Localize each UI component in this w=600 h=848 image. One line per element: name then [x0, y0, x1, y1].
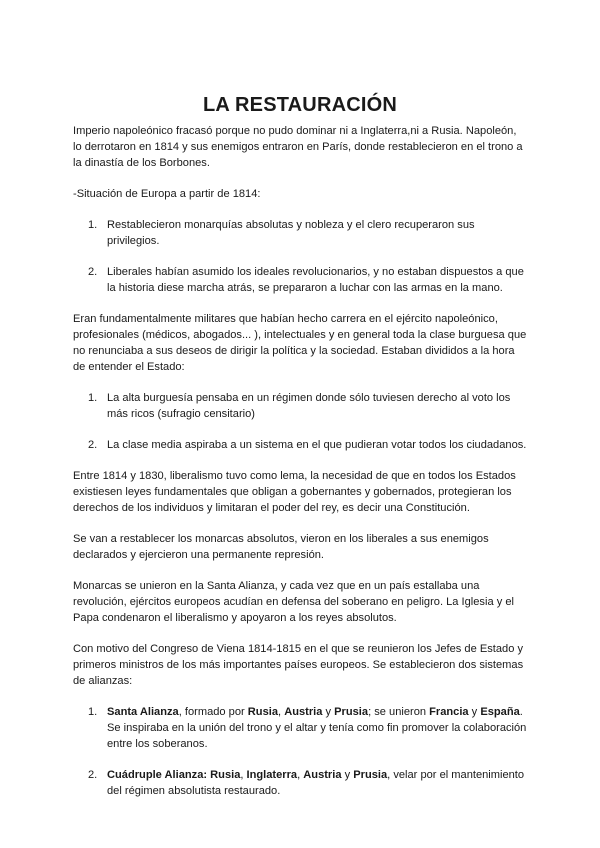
liberals-list: [73, 390, 527, 453]
text-run: , formado por: [178, 706, 248, 718]
alliance-name: Santa Alianza: [107, 706, 179, 718]
list-number: 1.: [88, 706, 98, 718]
country-name: Austria: [284, 706, 323, 718]
list-item: [73, 217, 527, 249]
text-run: ; se unieron: [368, 706, 430, 718]
viena-paragraph: Con motivo del Congreso de Viena 1814-1815 en el que se reunieron los Jefes de Estado y primeros ministros de los más importantes países europeos. Se establecieron dos sistemas de alianzas:: [73, 643, 524, 687]
country-name: Prusia: [334, 706, 369, 718]
list-number: 1.: [88, 219, 98, 231]
intro-paragraph: Imperio napoleónico fracasó porque no pudo dominar ni a Inglaterra,ni a Rusia. Napoleón, lo derrotaron en 1814 y sus enemigos entraron en París, donde restablecieron en el trono a la dinastía de los Borbones.: [73, 125, 523, 169]
text-run: ,: [278, 706, 285, 718]
list-number: 1.: [88, 392, 98, 404]
liberalism-paragraph: Entre 1814 y 1830, liberalismo tuvo como lema, la necesidad de que en todos los Estados existiesen leyes fundamentales que obligan a gobernantes y gobernados, protegieran los derechos de los individuos y limitaran el poder del rey, es decir una Constitución.: [73, 470, 516, 514]
text-run: y: [341, 769, 354, 781]
list-item-text: Liberales habían asumido los ideales revolucionarios, y no estaban dispuestos a que la historia diese marcha atrás, se prepararon a luchar con las armas en la mano.: [107, 266, 524, 294]
liberals-paragraph: Eran fundamentalmente militares que habían hecho carrera en el ejército napoleónico, profesionales (médicos, abogados... ), intelectuales y en general toda la clase burguesa que no renunciaba a sus deseos de dirigir la política y la sociedad. Estaban divididos a la hora de entender el Estado:: [73, 313, 527, 373]
text-run: ,: [297, 769, 304, 781]
list-number: 2.: [88, 266, 98, 278]
country-name: Prusia: [353, 769, 388, 781]
alliance-name: Cuádruple Alianza:: [107, 769, 211, 781]
text-run: y: [468, 706, 481, 718]
list-item: [73, 390, 527, 422]
text-run: y: [322, 706, 335, 718]
list-item-text: La clase media aspiraba a un sistema en el que pudieran votar todos los ciudadanos.: [107, 439, 527, 451]
list-item: [73, 437, 527, 453]
list-item-text: La alta burguesía pensaba en un régimen donde sólo tuviesen derecho al voto los más ricos (sufragio censitario): [107, 392, 511, 420]
list-number: 2.: [88, 769, 98, 781]
situation-list: [73, 217, 527, 296]
absolutism-paragraph: Se van a restablecer los monarcas absolutos, vieron en los liberales a sus enemigos declarados y ejercieron una permanente represión.: [73, 533, 489, 561]
country-name: Austria: [303, 769, 342, 781]
list-item: [73, 704, 527, 752]
country-name: España: [480, 706, 520, 718]
text-run: . Se inspiraba en la unión del trono y el altar y tenía como fin promover la colaboración entre los soberanos.: [107, 706, 527, 750]
santa-alianza-paragraph: Monarcas se unieron en la Santa Alianza, y cada vez que en un país estallaba una revolución, ejércitos europeos acudían en defensa del soberano en peligro. La Iglesia y el Papa condenaron el liberalismo y apoyaron a los reyes absolutos.: [73, 580, 514, 624]
list-item-text: Restablecieron monarquías absolutas y nobleza y el clero recuperaron sus privilegios.: [107, 219, 475, 247]
page-title: LA RESTAURACIÓN: [202, 94, 398, 116]
list-number: 2.: [88, 439, 98, 451]
country-name: Inglaterra: [246, 769, 298, 781]
list-item: [73, 767, 527, 799]
text-run: ,: [240, 769, 247, 781]
country-name: Rusia: [247, 706, 279, 718]
country-name: Rusia: [210, 769, 241, 781]
situation-heading: -Situación de Europa a partir de 1814:: [73, 188, 261, 200]
list-item: [73, 264, 527, 296]
country-name: Francia: [429, 706, 469, 718]
text-run: , velar por el mantenimiento del régimen absolutista restaurado.: [107, 769, 525, 797]
alliances-list: [73, 704, 527, 799]
